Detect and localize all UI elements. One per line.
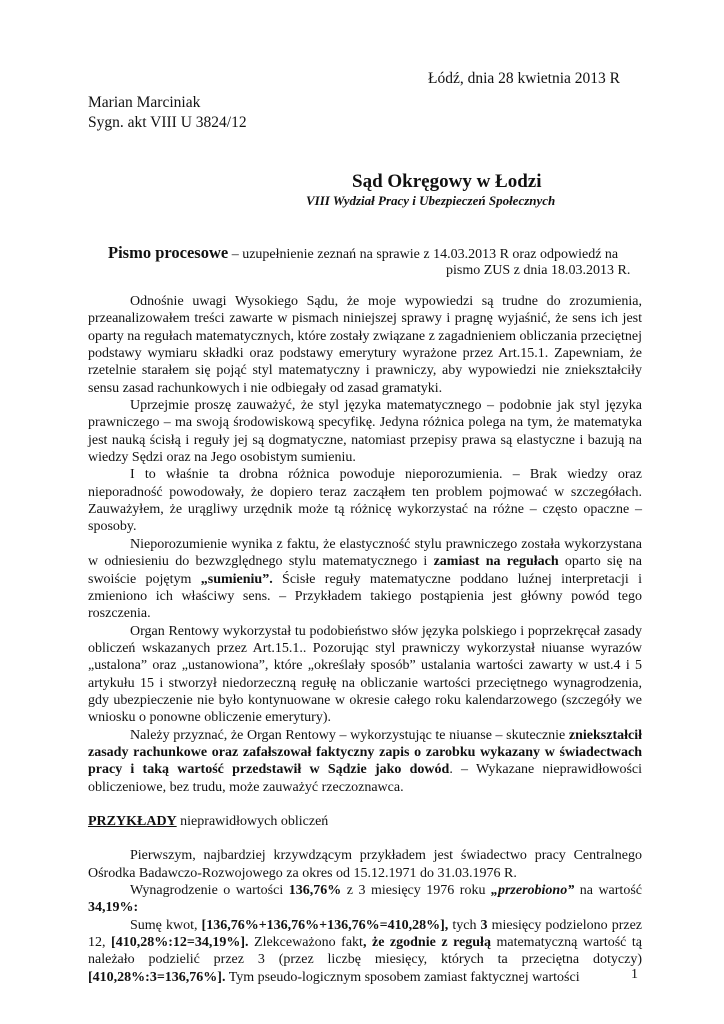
text-run-bold: 136,76% (288, 883, 342, 898)
text-run: Ścisłe reguły matematyczne poddano luźnej interpretacji i zmieniono ich właściwy sens. – Przykładem takiego postąpienia jest główny powód tego roszczenia. (88, 571, 642, 622)
paragraph: Pierwszym, najbardziej krzywdzącym przykładem jest świadectwo pracy Centralnego Ośrodka Badawczo-Rozwojowego za okres od 15.12.1971 do 31.03.1976 R. (88, 848, 642, 881)
section-heading-bold: PRZYKŁADY (88, 813, 177, 829)
paragraph (88, 917, 642, 986)
court-name: Sąd Okręgowy w Łodzi (352, 171, 542, 192)
section-heading (88, 813, 642, 830)
text-run-bold: „sumieniu”. (200, 571, 273, 587)
text-run-bold: zniekształcił zasady rachunkowe oraz zafałszował faktyczny zapis o zarobku wykazany w świadectwach pracy i taką wartość przedstawił w Sądzie jako dowód (88, 727, 642, 778)
text-run-bold-italic: „przerobiono” (490, 883, 575, 898)
text-run-bold: , że zgodnie z regułą (362, 935, 491, 951)
text-run-bold: 3 (480, 917, 488, 933)
text-run-bold: 34,19%: (88, 900, 139, 916)
document-title-bold: Pismo procesowe (108, 243, 229, 262)
paragraph: Organ Rentowy wykorzystał tu podobieństwo słów języka polskiego i poprzekręcał zasady obliczeń wskazanych przez Art.15.1.. Pozorując styl prawniczy wykorzystał niuanse wyrazów „ustalona” oraz „ustanowiona”, które „określały sposób” ustalania wartości zawarty w ust.4 i 5 artykułu 15 i stworzył niedorzeczną regułę na obliczanie wartości przeciętnego wynagrodzenia, gdy ubezpieczenie nie było kontynuowane w okresie całego roku kalendarzowego (szczegóły we wniosku o ponowne obliczenie emerytury). (88, 623, 642, 726)
text-run-bold: [136,76%+136,76%+136,76%=410,28%], (201, 917, 449, 933)
paragraph (88, 536, 642, 623)
document-title-line2: pismo ZUS z dnia 18.03.2013 R. (446, 263, 631, 278)
paragraph: I to właśnie ta drobna różnica powoduje nieporozumienia. – Brak wiedzy oraz nieporadność powodowały, że dopiero teraz zacząłem ten problem pojmować w szczegółach. Zauważyłem, że urągliwy urzędnik może tą różnicę wykorzystać na różne – często opaczne – sposoby. (88, 467, 642, 535)
court-division: VIII Wydział Pracy i Ubezpieczeń Społecznych (306, 193, 556, 208)
case-reference: Sygn. akt VIII U 3824/12 (88, 114, 247, 131)
text-run: matematyczną wartość tą należało podzielić przez 3 (przez liczbę miesięcy, których ta przeciętna dotyczy) (88, 935, 643, 968)
author-name: Marian Marciniak (88, 94, 201, 111)
text-run: oparto się na swoiście pojętym (88, 554, 643, 587)
text-run: miesięcy podzielono przez 12, (88, 917, 642, 951)
paragraph: Odnośnie uwagi Wysokiego Sądu, że moje wypowiedzi są trudne do zrozumienia, przeanalizowałem treści zawarte w pismach niniejszej sprawy i pragnę wyjaśnić, że sens ich jest oparty na regułach matematycznych, które zostały związane z zagadnieniem obliczania przeciętnej podstawy wymiaru składki oraz podstawy emerytury wyrażone przez Art.15.1. Zapewniam, że rzetelnie starałem się pojąć styl matematyczny i prawniczy, aby wypowiedzi nie zniekształciły sensu zasad rachunkowych i nie odbiegały od zasad gramatyki. (88, 294, 642, 396)
paragraph (88, 727, 642, 796)
text-run: na wartość (574, 883, 642, 898)
text-run: Wynagrodzenie o wartości (130, 883, 289, 898)
text-run-bold: [410,28%:12=34,19%]. (111, 935, 249, 951)
text-run: Zlekceważono fakt (248, 935, 363, 951)
document-title (108, 243, 618, 263)
author-block (88, 93, 247, 133)
text-run: Tym pseudo-logicznym sposobem zamiast faktycznej wartości (225, 969, 580, 985)
text-run: Sumę kwot, (130, 917, 202, 933)
paragraph (88, 882, 642, 917)
text-run-bold: [410,28%:3=136,76%]. (88, 969, 226, 985)
text-run: . – Wykazane nieprawidłowości obliczeniowe, bez trudu, może zauważyć rzeczoznawca. (88, 762, 642, 795)
text-run: Należy przyznać, że Organ Rentowy – wykorzystując te niuanse – skutecznie (130, 727, 569, 743)
page-number: 1 (631, 967, 638, 982)
paragraph: Uprzejmie proszę zauważyć, że styl języka matematycznego – podobnie jak styl języka prawniczego – ma swoją środowiskową specyfikę. Jedyna różnica polega na tym, że matematyka jest nauką ścisłą i reguły jej są dogmatyczne, natomiast przepisy prawa są elastyczne i bazują na wiedzy Sędzi oraz na Jego osobistym sumieniu. (88, 398, 642, 466)
document-title-rest: – uzupełnienie zeznań na sprawie z 14.03.2013 R oraz odpowiedź na (228, 247, 619, 262)
text-run: z 3 miesięcy 1976 roku (341, 883, 491, 898)
section-heading-rest: nieprawidłowych obliczeń (176, 813, 329, 829)
text-run-bold: zamiast na regułach (433, 554, 559, 570)
text-run: tych (448, 917, 481, 933)
document-body (88, 293, 642, 986)
date-line: Łódź, dnia 28 kwietnia 2013 R (428, 70, 620, 87)
text-run: Nieporozumienie wynika z faktu, że elastyczność stylu prawniczego została wykorzystana w odniesieniu do bezwzględnego stylu matematycznego i (88, 536, 642, 570)
